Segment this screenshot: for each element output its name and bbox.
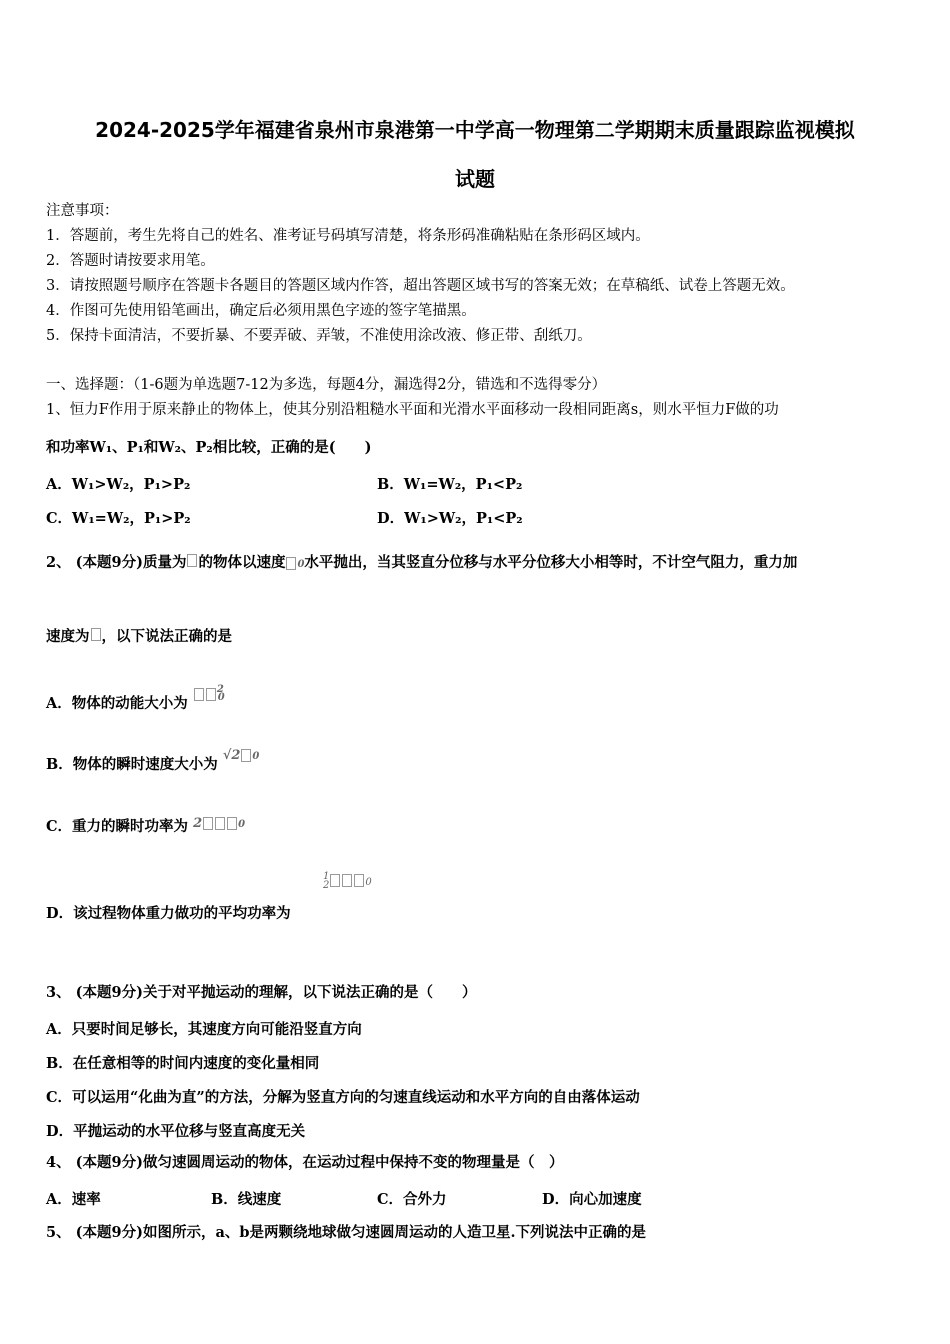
section-heading: 一、选择题：（1-6题为单选题7-12为多选，每题4分，漏选得2分，错选和不选得零分）	[46, 377, 607, 393]
notice-item-4: 4．作图可先使用铅笔画出，确定后必须用黑色字迹的签字笔描黑。	[46, 303, 476, 319]
notice-item-5: 5．保持卡面清洁，不要折暴、不要弄破、弄皱，不准使用涂改液、修正带、刮纸刀。	[46, 328, 592, 344]
doc-title-line1: 2024-2025学年福建省泉州市泉港第一中学高一物理第二学期期末质量跟踪监视模拟	[95, 118, 855, 142]
q1-stem-line2: 和功率W₁、P₁和W₂、P₂相比较，正确的是( )	[46, 439, 372, 456]
q1-stem-line1: 1、恒力F作用于原来静止的物体上，使其分别沿粗糙水平面和光滑水平面移动一段相同距离s，则水平恒力F做的功	[46, 402, 779, 418]
notice-item-2: 2．答题时请按要求用笔。	[46, 253, 215, 269]
sub-0: 0	[252, 751, 260, 762]
q3-stem: 3、 (本题9分)关于对平抛运动的理解，以下说法正确的是（ ）	[46, 984, 477, 1001]
half-num: 1	[323, 870, 330, 882]
q4-option-a: A．速率	[46, 1191, 101, 1208]
q2-stem-line1	[46, 554, 797, 574]
q2-option-b	[46, 748, 260, 774]
q1-option-a: A．W₁>W₂，P₁>P₂	[46, 476, 191, 493]
q2-option-a-formula	[193, 685, 231, 702]
sub-0: 0	[238, 819, 246, 830]
q3-option-a: A．只要时间足够长，其速度方向可能沿竖直方向	[46, 1021, 362, 1038]
q2-stem-part1: 2、 (本题9分)质量为	[46, 554, 187, 571]
q4-option-c: C．合外力	[377, 1191, 447, 1208]
q4-option-b: B．线速度	[211, 1191, 282, 1208]
q2-option-c-formula	[193, 814, 245, 831]
q5-stem: 5、 (本题9分)如图所示，a、b是两颗绕地球做匀速圆周运动的人造卫星.下列说法中正确的是	[46, 1224, 647, 1241]
q2-option-b-text: B．物体的瞬时速度大小为	[46, 756, 218, 773]
notice-item-1: 1．答题前，考生先将自己的姓名、准考证号码填写清楚，将条形码准确粘贴在条形码区域内。	[46, 228, 650, 244]
notice-heading: 注意事项：	[46, 203, 119, 219]
q2-stem-line2b: ，以下说法正确的是	[101, 628, 232, 645]
q2-stem-line2	[46, 628, 232, 646]
q2-stem-part2: 的物体以速度	[198, 554, 286, 571]
sub-0: 0	[217, 692, 225, 703]
sub-0: 0	[365, 877, 372, 888]
q4-stem: 4、 (本题9分)做匀速圆周运动的物体，在运动过程中保持不变的物理量是（ ）	[46, 1154, 564, 1171]
mass-symbol-placeholder	[187, 554, 197, 567]
q3-option-b: B．在任意相等的时间内速度的变化量相同	[46, 1055, 320, 1072]
sqrt2: √2	[222, 748, 241, 763]
q2-option-a-text: A．物体的动能大小为	[46, 695, 188, 712]
q2-option-c	[46, 815, 245, 836]
q2-stem-part3: 水平抛出，当其竖直分位移与水平分位移大小相等时，不计空气阻力，重力加	[304, 554, 798, 571]
q2-option-d-formula	[323, 870, 372, 890]
coef-2: 2	[193, 816, 203, 831]
q1-option-c: C．W₁=W₂，P₁>P₂	[46, 510, 191, 527]
q2-option-b-formula	[223, 746, 260, 763]
q2-option-c-text: C．重力的瞬时功率为	[46, 818, 189, 835]
notice-item-3: 3．请按照题号顺序在答题卡各题目的答题区域内作答，超出答题区域书写的答案无效；在草稿纸、试卷上答题无效。	[46, 278, 795, 294]
half-den: 2	[323, 879, 330, 891]
velocity-symbol-placeholder	[286, 557, 296, 570]
q2-option-a	[46, 684, 231, 713]
q1-option-d: D．W₁>W₂，P₁<P₂	[377, 510, 523, 527]
q4-option-d: D．向心加速度	[542, 1191, 642, 1208]
doc-title-line2: 试题	[455, 167, 495, 191]
q2-option-d: D．该过程物体重力做功的平均功率为	[46, 905, 291, 922]
q1-option-b: B．W₁=W₂，P₁<P₂	[377, 476, 523, 493]
q2-stem-line2a: 速度为	[46, 628, 90, 645]
q3-option-d: D．平抛运动的水平位移与竖直高度无关	[46, 1123, 306, 1140]
q3-option-c: C．可以运用“化曲为直”的方法，分解为竖直方向的匀速直线运动和水平方向的自由落体运动	[46, 1089, 640, 1106]
gravity-symbol-placeholder	[91, 628, 101, 641]
sup-2: 2	[216, 684, 224, 695]
v0-subscript: 0	[297, 559, 305, 570]
half-fraction	[323, 872, 329, 890]
